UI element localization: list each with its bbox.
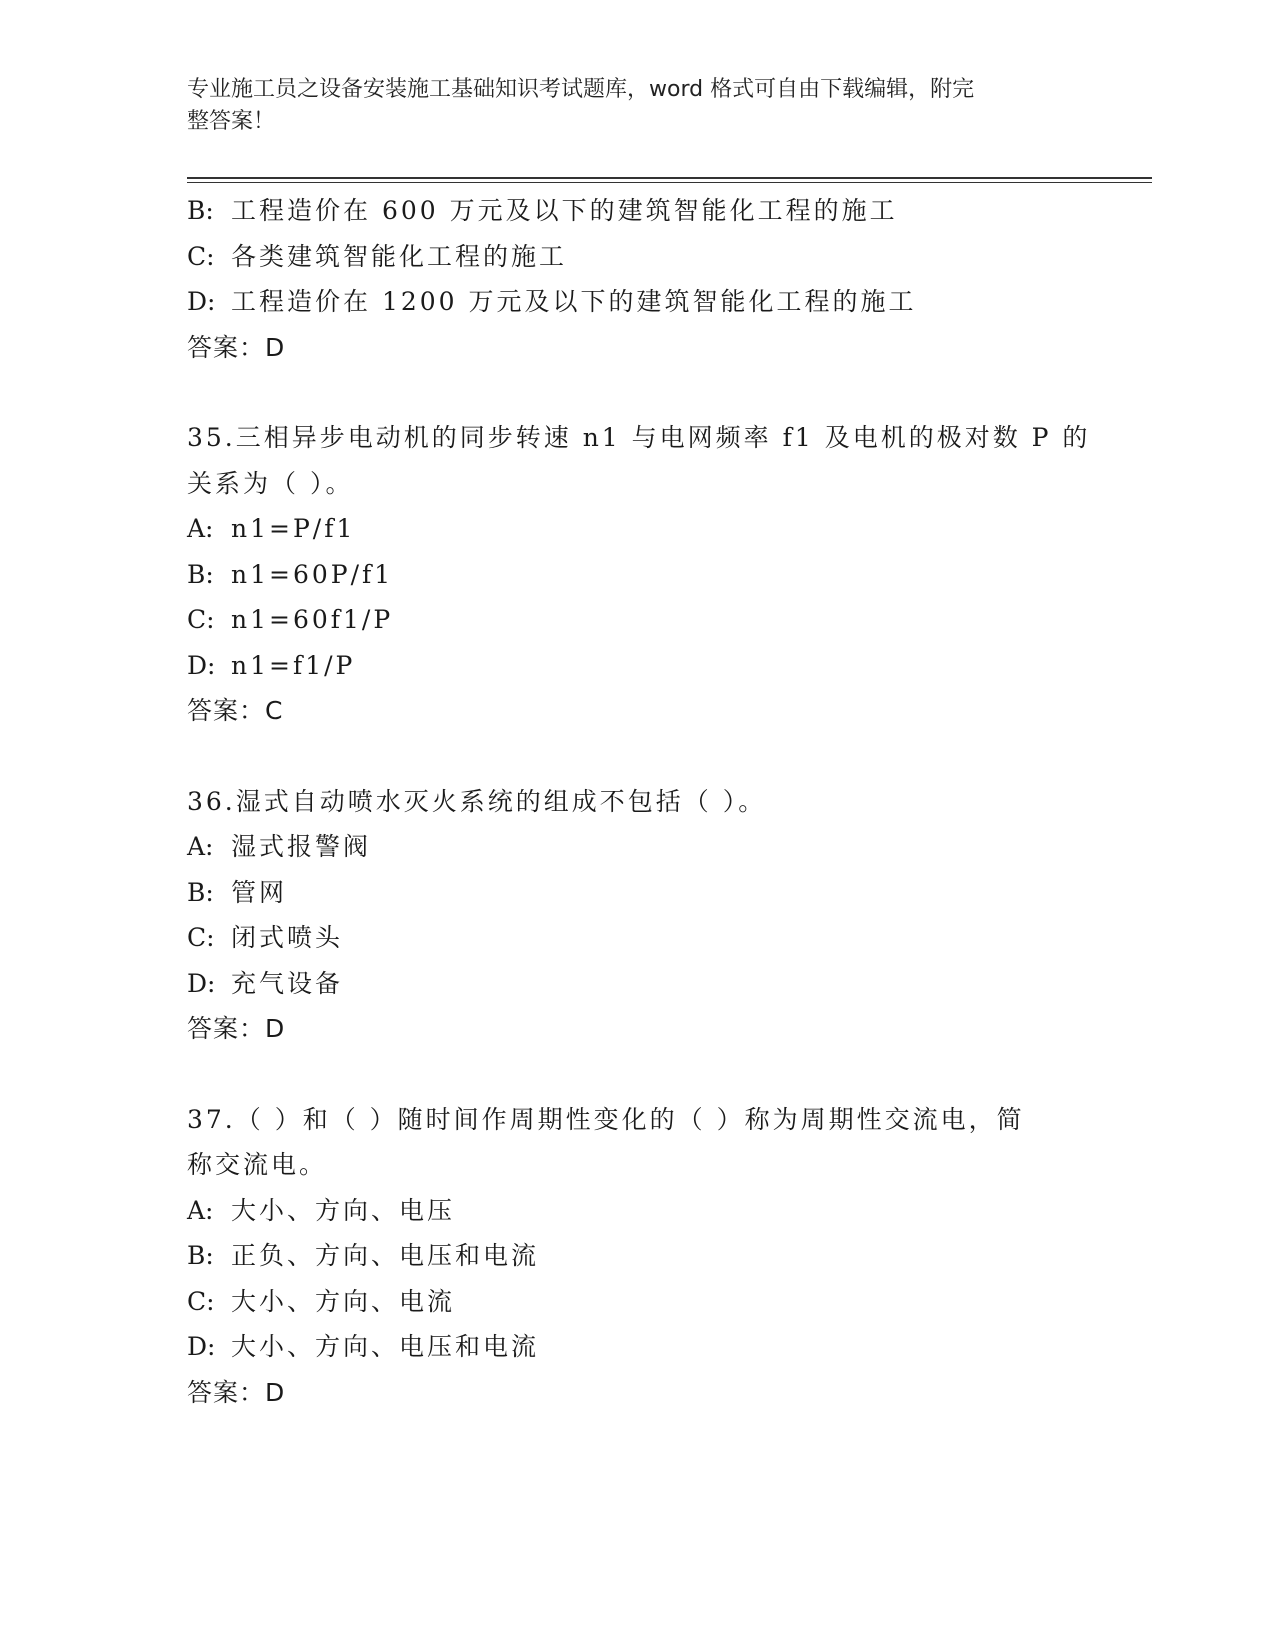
option-b: B: n1=60P/f1: [187, 559, 394, 589]
document-header: [187, 74, 1067, 138]
question-36: [187, 779, 1147, 1052]
option-b: B: 正负、方向、电压和电流: [187, 1241, 540, 1270]
answer: 答案：C: [187, 696, 284, 725]
option-d: D: n1=f1/P: [187, 650, 356, 680]
question-list: [187, 188, 1147, 1415]
answer: 答案：D: [187, 1014, 286, 1043]
header-rule-thick: [187, 177, 1152, 179]
header-rule-thin: [187, 182, 1152, 183]
option-b: B: 管网: [187, 877, 288, 907]
option-a: A: 湿式报警阀: [187, 832, 372, 861]
header-line-1: 专业施工员之设备安装施工基础知识考试题库，word 格式可自由下载编辑，附完: [187, 77, 975, 102]
option-a: A: n1=P/f1: [187, 514, 356, 543]
question-stem-line-1: 36.湿式自动喷水灭火系统的组成不包括（ ）。: [187, 786, 767, 816]
option-d: D: 工程造价在 1200 万元及以下的建筑智能化工程的施工: [187, 287, 917, 316]
option-a: A: 大小、方向、电压: [187, 1195, 456, 1225]
option-c: C: 各类建筑智能化工程的施工: [187, 241, 568, 271]
option-c: C: 大小、方向、电流: [187, 1286, 456, 1316]
answer: 答案：D: [187, 1377, 286, 1407]
option-c: C: 闭式喷头: [187, 923, 344, 952]
header-line-2: 整答案！: [187, 109, 276, 134]
option-d: D: 充气设备: [187, 968, 344, 998]
question-stem-line-1: 37.（ ）和（ ）随时间作周期性变化的（ ）称为周期性交流电，简: [187, 1104, 1025, 1134]
question-34-continued: [187, 188, 1147, 370]
question-stem-line-1: 35.三相异步电动机的同步转速 n1 与电网频率 f1 及电机的极对数 P 的: [187, 423, 1091, 452]
question-37: [187, 1097, 1147, 1416]
option-c: C: n1=60f1/P: [187, 605, 394, 634]
answer: 答案：D: [187, 332, 286, 362]
option-d: D: 大小、方向、电压和电流: [187, 1332, 540, 1361]
question-stem-line-2: 关系为（ ）。: [187, 468, 354, 498]
question-stem-line-2: 称交流电。: [187, 1150, 328, 1179]
question-35: [187, 415, 1147, 734]
option-b: B: 工程造价在 600 万元及以下的建筑智能化工程的施工: [187, 196, 898, 225]
